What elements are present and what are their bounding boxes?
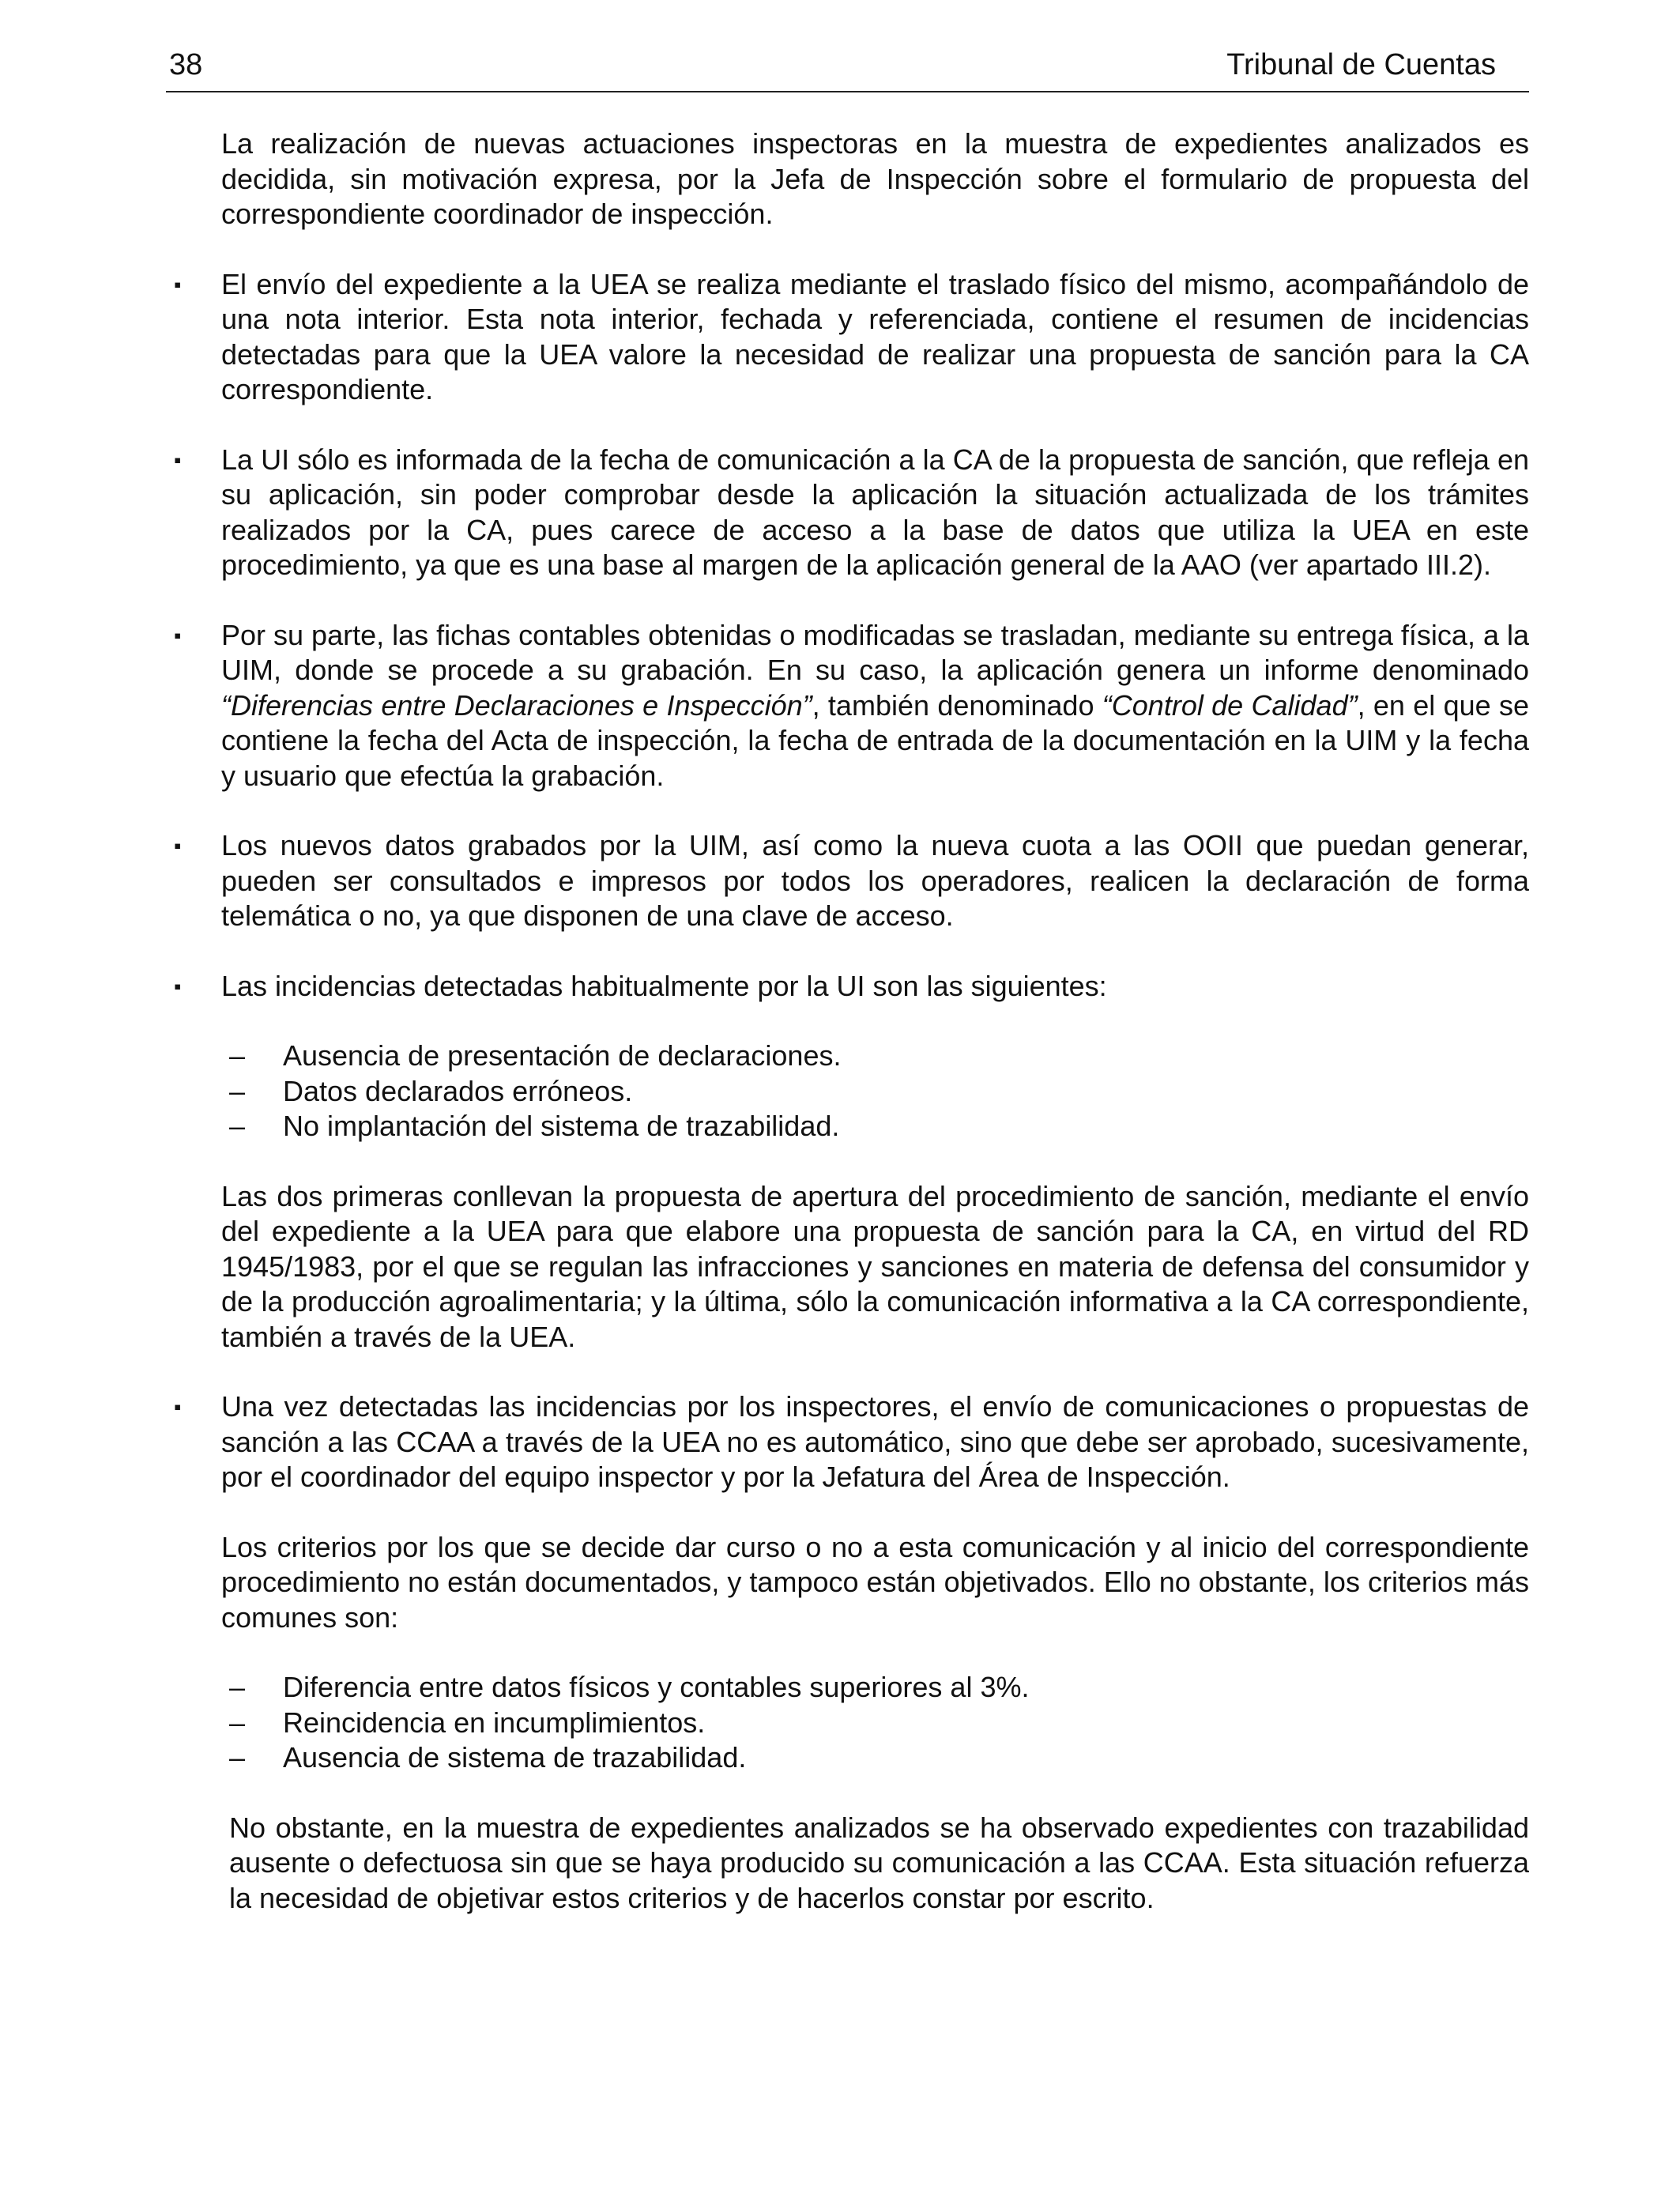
bullet-ui-informada xyxy=(166,443,1529,583)
bullet-marker: ▪ xyxy=(174,272,182,296)
bullet-marker: ▪ xyxy=(174,623,182,647)
bullet-envio-expediente xyxy=(166,267,1529,408)
document-body xyxy=(166,126,1529,1916)
dash-marker: – xyxy=(229,1039,246,1072)
list-item xyxy=(166,1740,1529,1776)
bullet-marker: ▪ xyxy=(174,447,182,472)
dash-marker: – xyxy=(229,1671,246,1703)
bullet-text-part: , también denominado xyxy=(812,688,1102,722)
list-item-text: Diferencia entre datos físicos y contables superiores al 3%. xyxy=(283,1671,1030,1703)
bullet-text-part: Por su parte, las fichas contables obtenidas o modificadas se trasladan, mediante su entrega física, a la UIM, donde se procede a su grabación. En su caso, la aplicación genera un informe denominado xyxy=(221,618,1529,686)
list-item xyxy=(166,1074,1529,1110)
bullet-text: La UI sólo es informada de la fecha de comunicación a la CA de la propuesta de sanción, que refleja en su aplicación, sin poder comprobar desde la aplicación la situación actualizada de los trámites realizados por la CA, pues carece de acceso a la base de datos que utiliza la UEA en este procedimiento, ya que es una base al margen de la aplicación general de la AAO (ver apartado III.2). xyxy=(221,443,1529,581)
list-item xyxy=(166,1109,1529,1144)
paragraph-final: No obstante, en la muestra de expedientes analizados se ha observado expedientes con trazabilidad ausente o defectuosa sin que se haya producido su comunicación a las CCAA. Esta situación refuerza la necesidad de objetivar estos criterios y de hacerlos constar por escrito. xyxy=(229,1811,1529,1914)
dash-marker: – xyxy=(229,1110,246,1142)
bullet-marker: ▪ xyxy=(174,834,182,858)
bullet-nuevos-datos xyxy=(166,828,1529,934)
running-title: Tribunal de Cuentas xyxy=(1226,48,1496,81)
intro-paragraph: La realización de nuevas actuaciones inspectoras en la muestra de expedientes analizados es decidida, sin motivación expresa, por la Jefa de Inspección sobre el formulario de propuesta del correspondiente coordinador de inspección. xyxy=(221,127,1529,230)
dash-marker: – xyxy=(229,1074,246,1107)
paragraph-dos-primeras: Las dos primeras conllevan la propuesta de apertura del procedimiento de sanción, mediante el envío del expediente a la UEA para que elabore una propuesta de sanción para la CA, en virtud del RD 1945/1983, por el que se regulan las infracciones y sanciones en materia de defensa del consumidor y de la producción agroalimentaria; y la última, sólo la comunicación informativa a la CA correspondiente, también a través de la UEA. xyxy=(221,1179,1529,1353)
italic-report-alias: “Control de Calidad” xyxy=(1102,688,1358,722)
bullet-text: Una vez detectadas las incidencias por los inspectores, el envío de comunicaciones o propuestas de sanción a las CCAA a través de la UEA no es automático, sino que debe ser aprobado, sucesivamente, por el coordinador del equipo inspector y por la Jefatura del Área de Inspección. xyxy=(221,1390,1529,1493)
bullet-marker: ▪ xyxy=(174,974,182,998)
incidencias-list xyxy=(166,1039,1529,1144)
list-item-text: Ausencia de presentación de declaraciones. xyxy=(283,1039,842,1072)
list-item xyxy=(166,1670,1529,1706)
list-item xyxy=(166,1706,1529,1741)
criterios-list xyxy=(166,1670,1529,1776)
bullet-text: Los nuevos datos grabados por la UIM, así como la nueva cuota a las OOII que puedan generar, pueden ser consultados e impresos por todos los operadores, realicen la declaración de forma telemática o no, ya que disponen de una clave de acceso. xyxy=(221,829,1529,932)
bullet-text-part: , en el que se contiene la fecha del Acta de inspección, la fecha de entrada de la documentación en la UIM y la fecha y usuario que efectúa la grabación. xyxy=(221,688,1529,792)
bullet-detectadas xyxy=(166,1389,1529,1495)
bullet-text: Las incidencias detectadas habitualmente por la UI son las siguientes: xyxy=(221,969,1107,1002)
paragraph-criterios: Los criterios por los que se decide dar curso o no a esta comunicación y al inicio del correspondiente procedimiento no están documentados, y tampoco están objetivados. Ello no obstante, los criterios más comunes son: xyxy=(221,1530,1529,1634)
page-number: 38 xyxy=(169,48,203,81)
list-item-text: No implantación del sistema de trazabilidad. xyxy=(283,1110,840,1142)
dash-marker: – xyxy=(229,1741,246,1774)
italic-report-name: “Diferencias entre Declaraciones e Inspección” xyxy=(221,688,812,722)
bullet-fichas-contables xyxy=(166,618,1529,794)
list-item xyxy=(166,1039,1529,1074)
bullet-text: El envío del expediente a la UEA se realiza mediante el traslado físico del mismo, acompañándolo de una nota interior. Esta nota interior, fechada y referenciada, contiene el resumen de incidencias detectadas para que la UEA valore la necesidad de realizar una propuesta de sanción para la CA correspondiente. xyxy=(221,267,1529,405)
list-item-text: Datos declarados erróneos. xyxy=(283,1074,633,1107)
dash-marker: – xyxy=(229,1706,246,1739)
bullet-marker: ▪ xyxy=(174,1395,182,1419)
page-header xyxy=(166,43,1529,92)
list-item-text: Reincidencia en incumplimientos. xyxy=(283,1706,706,1739)
list-item-text: Ausencia de sistema de trazabilidad. xyxy=(283,1741,747,1774)
bullet-incidencias xyxy=(166,969,1529,1005)
